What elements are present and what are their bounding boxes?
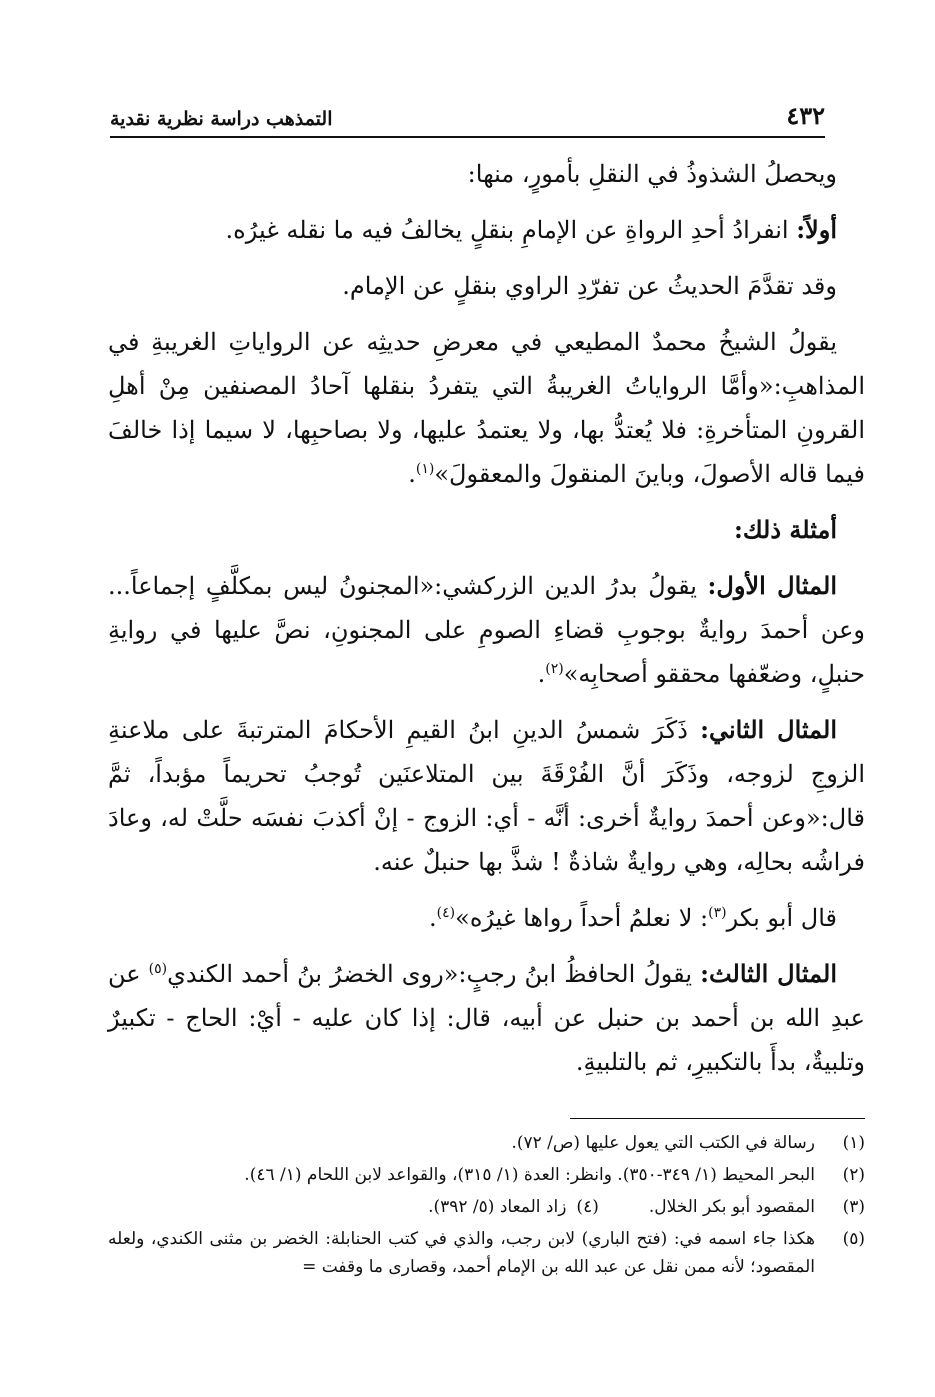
example-3-lead: المثال الثالث: bbox=[700, 959, 837, 988]
paragraph-2 bbox=[108, 208, 865, 252]
footnote-ref-5: (٥) bbox=[148, 961, 168, 977]
example-3 bbox=[108, 952, 865, 1084]
footnote-ref-3: (٣) bbox=[708, 905, 727, 921]
footnote-4-number: (٤) bbox=[576, 1197, 599, 1217]
example-2-cont-a: قال أبو بكر bbox=[726, 904, 837, 932]
paragraph-4 bbox=[108, 320, 865, 496]
footnote-5 bbox=[108, 1225, 865, 1281]
footnote-ref-2: (٢) bbox=[545, 661, 564, 677]
example-1-end: . bbox=[537, 660, 546, 688]
example-1-lead: المثال الأول: bbox=[707, 571, 837, 600]
paragraph-2-text: انفرادُ أحدِ الرواةِ عن الإمامِ بنقلٍ يخالفُ فيه ما نقله غيرُه. bbox=[225, 216, 797, 244]
paragraph-1 bbox=[108, 152, 865, 196]
footnote-3-number: (٣) bbox=[842, 1197, 865, 1217]
page-number: ٤٣٢ bbox=[786, 101, 825, 130]
footnote-2-text: البحر المحيط (١/ ٣٤٩-٣٥٠). وانظر: العدة (١/ ٣١٥)، والقواعد لابن اللحام (١/ ٤٦). bbox=[244, 1165, 815, 1185]
footnote-divider bbox=[570, 1118, 865, 1119]
paragraph-3-text: وقد تقدَّمَ الحديثُ عن تفرّدِ الراوي بنقلٍ عن الإمام. bbox=[342, 272, 837, 300]
paragraph-4-end: . bbox=[408, 460, 416, 488]
example-2 bbox=[108, 708, 865, 884]
example-2-text: ذَكَرَ شمسُ الدينِ ابنُ القيمِ الأحكامَ المترتبةَ على ملاعنةِ الزوجِ لزوجه، وذَكَرَ أنَّ الفُرْقَةَ بين المتلاعنَين تُوجبُ تحريماً مؤبداً، ثمَّ قال:«وعن أحمدَ روايةٌ أخرى: أنَّه - أي: الزوج - إنْ أكذبَ نفسَه حلَّتْ له، وعادَ فراشُه بحالِه، وهي روايةٌ شاذةٌ ! شذَّ بها حنبلٌ عنه. bbox=[108, 716, 865, 876]
running-title: التمذهب دراسة نظرية نقدية bbox=[110, 108, 333, 130]
paragraph-4-text: يقولُ الشيخُ محمدٌ المطيعي في معرضِ حديثِه عن الرواياتِ الغريبةِ في المذاهبِ:«وأمَّا الرواياتُ الغريبةُ التي يتفردُ بنقلها آحادُ المصنفين مِنْ أهلِ القرونِ المتأخرةِ: فلا يُعتدُّ بها، ولا يعتمدُ عليها، ولا بصاحبِها، لا سيما إذا خالفَ فيما قاله الأصولَ، وباينَ المنقولَ والمعقولَ» bbox=[108, 328, 865, 488]
footnote-5-text: هكذا جاء اسمه في: (فتح الباري) لابن رجب، والذي في كتب الحنابلة: الخضر بن مثنى الكندي، ولعله المقصود؛ لأنه ممن نقل عن عبد الله بن الإمام أحمد، وقصارى ما وقفت = bbox=[108, 1229, 815, 1277]
example-3-text-a: يقولُ الحافظُ ابنُ رجبٍ:«روى الخضرُ بنُ أحمد الكندي bbox=[167, 960, 701, 988]
example-2-continuation bbox=[108, 896, 865, 940]
footnote-4 bbox=[428, 1193, 599, 1221]
paragraph-3 bbox=[108, 264, 865, 308]
footnote-5-number: (٥) bbox=[842, 1229, 865, 1249]
footnote-ref-4: (٤) bbox=[436, 905, 456, 921]
example-2-cont-end: . bbox=[429, 904, 437, 932]
footnote-2-number: (٢) bbox=[842, 1165, 865, 1185]
footnote-2 bbox=[108, 1161, 865, 1189]
footnotes bbox=[108, 1118, 865, 1285]
paragraph-2-lead: أولاً: bbox=[796, 215, 837, 244]
footnote-3-4-row bbox=[108, 1193, 865, 1221]
footnote-1 bbox=[108, 1129, 865, 1157]
example-3-text-b: عن عبدِ الله بن أحمد بن حنبل عن أبيه، قال: إذا كان عليه - أيْ: الحاج - تكبيرٌ وتلبيةٌ، بدأَ بالتكبيرِ، ثم بالتلبيةِ. bbox=[108, 960, 865, 1076]
main-text bbox=[108, 152, 865, 1096]
example-1-text: يقولُ بدرُ الدين الزركشي:«المجنونُ ليس بمكلَّفٍ إجماعاً... وعن أحمدَ روايةٌ بوجوبِ قضاءِ الصومِ على المجنونِ، نصَّ عليها في روايةِ حنبلٍ، وضعّفها محققو أصحابِه» bbox=[108, 572, 865, 688]
page-header bbox=[110, 92, 825, 138]
footnote-1-text: رسالة في الكتب التي يعول عليها (ص/ ٧٢). bbox=[511, 1133, 815, 1153]
example-2-cont-b: : لا نعلمُ أحداً رواها غيرُه» bbox=[455, 904, 709, 932]
example-2-lead: المثال الثاني: bbox=[700, 715, 838, 744]
footnote-1-number: (١) bbox=[842, 1133, 865, 1153]
examples-heading: أمثلة ذلك: bbox=[733, 515, 837, 544]
example-1 bbox=[108, 564, 865, 696]
footnote-ref-1: (١) bbox=[415, 461, 435, 477]
paragraph-1-text: ويحصلُ الشذوذُ في النقلِ بأمورٍ، منها: bbox=[467, 160, 837, 188]
footnote-3-text: المقصود أبو بكر الخلال. bbox=[648, 1197, 815, 1217]
footnote-4-text: زاد المعاد (٥/ ٣٩٢). bbox=[428, 1197, 567, 1217]
